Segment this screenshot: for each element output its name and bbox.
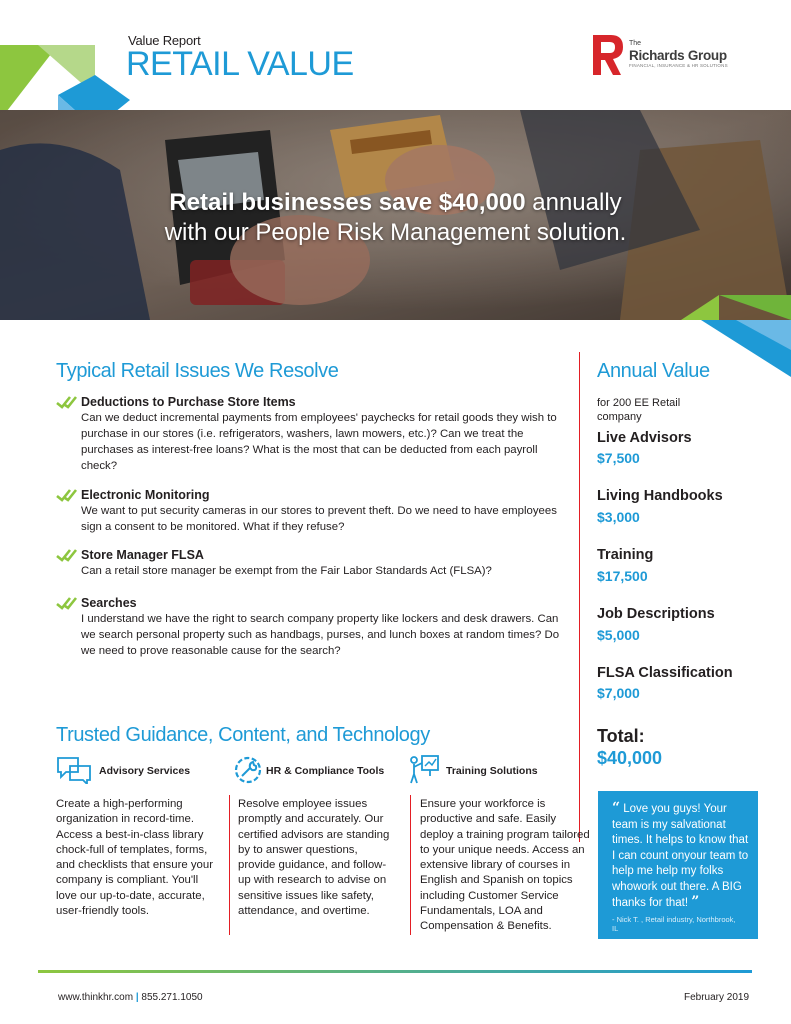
checkmark-icon: [56, 596, 78, 610]
feature-heading: HR & Compliance Tools: [266, 765, 385, 777]
feature-body: Create a high-performing organization in record-time. Access a best-in-class library chock-full of templates, forms, and checklists that ensure your company is compliant. You'll love our up-to-date, accurate, user-friendly tools.: [56, 798, 214, 918]
feature-divider: [410, 795, 411, 935]
chat-bubbles-icon: [56, 756, 92, 784]
value-item-label: FLSA Classification: [597, 665, 733, 681]
value-item-amount: $17,500: [597, 568, 648, 584]
issue-title: Electronic Monitoring: [81, 488, 210, 502]
annual-value-title: Annual Value: [597, 360, 710, 382]
issue-title: Deductions to Purchase Store Items: [81, 395, 296, 409]
issue-item: [56, 595, 561, 659]
value-item-amount: $7,500: [597, 450, 640, 466]
feature-divider: [229, 795, 230, 935]
checkmark-icon: [56, 548, 78, 562]
hero-headline-bold: Retail businesses save $40,000: [169, 189, 526, 216]
hero-headline-line2: with our People Risk Management solution.: [164, 219, 627, 246]
hero-headline-rest: annually: [532, 189, 622, 216]
checkmark-icon: [56, 395, 78, 409]
column-divider: [579, 352, 580, 842]
report-title: RETAIL VALUE: [126, 45, 354, 83]
issue-item: [56, 547, 561, 579]
issue-body: Can a retail store manager be exempt from the Fair Labor Standards Act (FLSA)?: [81, 565, 492, 577]
checkmark-icon: [56, 488, 78, 502]
value-item-label: Live Advisors: [597, 430, 692, 446]
feature-heading: Advisory Services: [99, 765, 191, 777]
testimonial-box: [598, 791, 758, 939]
feature-heading: Training Solutions: [446, 765, 538, 777]
issue-body: I understand we have the right to search company property like lockers and desk drawers. Can we search personal property such as handbags, purses, and lunch boxes at random times? Do we need to prove reasonable cause for the search?: [81, 613, 560, 657]
issue-body: Can we deduct incremental payments from employees' paychecks for retail goods they wish to purchase in our stores (i.e. refrigerators, washers, lawn mowers, etc.)? Can we treat the purchases as interest-free loans? What is the most that can be deducted from each payroll check?: [81, 412, 557, 472]
guidance-section-title: Trusted Guidance, Content, and Technology: [56, 724, 430, 746]
value-item-amount: $7,000: [597, 685, 640, 701]
footer-date: February 2019: [684, 992, 750, 1003]
issue-body: We want to put security cameras in our stores to prevent theft. Do we need to have employees sign a consent to be monitored. What if they refuse?: [81, 505, 557, 533]
footer-rule: [38, 970, 752, 973]
close-quote-icon: ”: [691, 894, 700, 910]
logo-the: The: [629, 40, 642, 47]
footer-phone: 855.271.1050: [141, 992, 203, 1003]
footer-website-link[interactable]: www.thinkhr.com: [58, 992, 134, 1003]
issue-item: [56, 394, 561, 474]
open-quote-icon: “: [612, 800, 621, 816]
logo-tagline: FINANCIAL, INSURANCE & HR SOLUTIONS: [629, 63, 728, 68]
issue-title: Store Manager FLSA: [81, 548, 204, 562]
value-item-label: Training: [597, 547, 654, 563]
testimonial-body: Love you guys! Your team is my salvationat times. It helps to know that I can count onyour team to help me help my folks whowork out there. A BIG thanks for that!: [612, 803, 749, 909]
value-item-label: Job Descriptions: [597, 606, 715, 622]
hero-headline: [0, 188, 791, 248]
value-item-amount: $5,000: [597, 627, 640, 643]
report-kicker: Value Report: [128, 33, 201, 48]
presenter-board-icon: [408, 754, 440, 784]
richards-group-logo-mark: [591, 33, 625, 77]
value-item-label: Living Handbooks: [597, 488, 723, 504]
total-amount: $40,000: [597, 748, 663, 768]
logo-name: Richards Group: [629, 48, 727, 63]
wrench-gear-icon: [233, 755, 263, 785]
value-item-amount: $3,000: [597, 509, 640, 525]
footer-separator: |: [135, 992, 139, 1003]
testimonial-attribution: - Nick T. , Retail industry, Northbrook, IL: [612, 915, 736, 933]
footer-contact: [58, 992, 203, 1003]
feature-body: Resolve employee issues promptly and accurately. Our certified advisors are standing by to answer questions, provide guidance, and follow-up with research to advise on sensitive issues like safety, attendance, and overtime.: [238, 798, 390, 918]
testimonial-text: [612, 801, 754, 912]
total-label: Total:: [597, 726, 645, 746]
issue-item: [56, 487, 561, 535]
issue-title: Searches: [81, 596, 137, 610]
annual-value-subtitle: for 200 EE Retail company: [597, 397, 681, 423]
feature-body: Ensure your workforce is productive and safe. Easily deploy a training program tailored to your unique needs. Access an extensive library of courses in English and Spanish on topics including Customer Service Fundamentals, LOA and Compensation & Benefits.: [420, 798, 590, 933]
issues-section-title: Typical Retail Issues We Resolve: [56, 360, 339, 382]
